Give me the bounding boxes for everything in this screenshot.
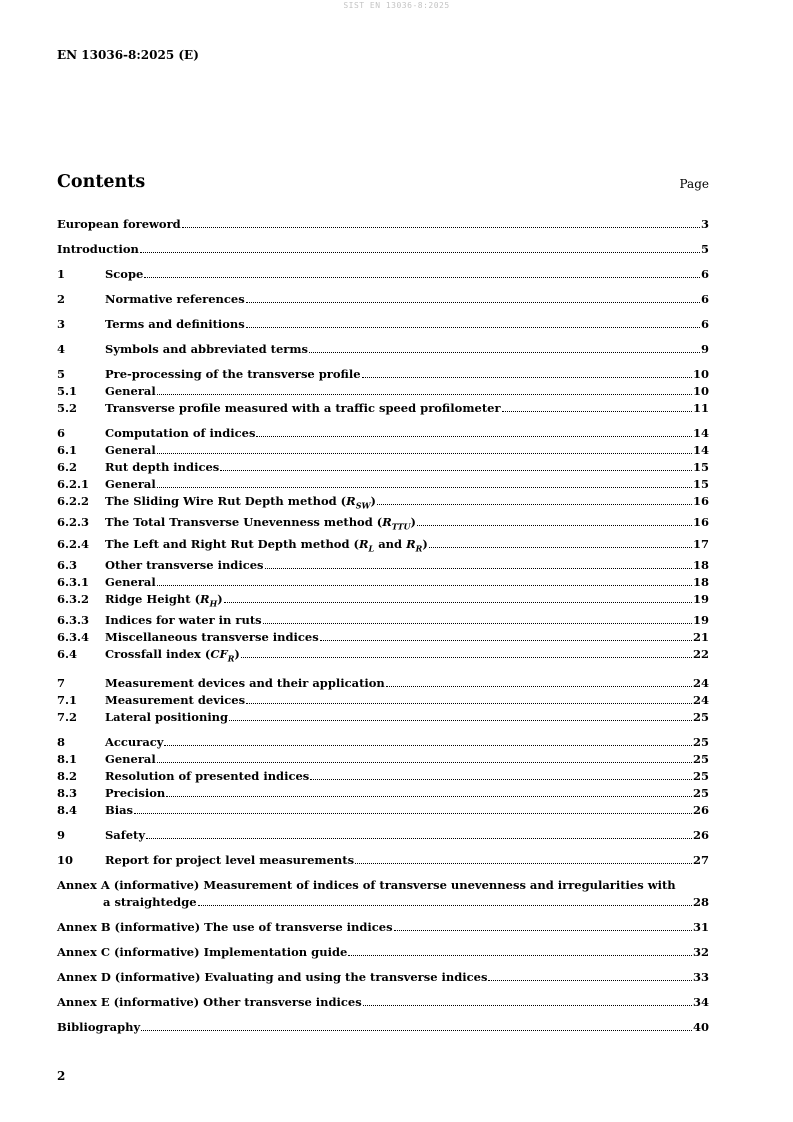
dot-leader [182, 227, 700, 228]
toc-entry-title [105, 291, 245, 308]
toc-entry-number: 7.2 [57, 710, 78, 725]
toc-entry-symbol-subscript: H [209, 598, 218, 609]
toc-entry-symbol-subscript: SW [355, 500, 371, 511]
toc-entry-title: Annex E (informative) Other transverse indices [57, 995, 362, 1010]
toc-entry-page: 24 [692, 693, 709, 708]
toc-entry-number: 1 [57, 267, 66, 281]
toc-annex-title-line: Annex A (informative) Measurement of indices of transverse unevenness and irregularities with [57, 878, 676, 893]
toc-entry-page: 19 [692, 613, 709, 628]
toc-entry-title [105, 751, 156, 768]
page-number: 2 [57, 1069, 66, 1083]
document-id: EN 13036-8:2025 (E) [57, 48, 199, 62]
toc-entry-symbol: R [200, 591, 210, 606]
dot-leader [144, 277, 700, 278]
toc-entry[interactable] [57, 612, 709, 629]
dot-leader [348, 955, 692, 956]
toc-entry-title [105, 709, 228, 726]
toc-entry-number: 6.3.2 [57, 591, 90, 606]
toc-entry-title-text: General [105, 384, 156, 398]
toc-entry-title [105, 646, 240, 667]
toc-entry-title-text: Measurement devices and their application [105, 676, 385, 691]
dot-leader [224, 602, 692, 603]
toc-entry-title [105, 852, 354, 869]
toc-entry[interactable] [57, 852, 709, 869]
dot-leader [157, 585, 692, 586]
toc-entry[interactable] [57, 476, 709, 493]
toc-entry-symbol-subscript: R [415, 542, 423, 553]
dot-leader [157, 394, 692, 395]
toc-entry[interactable] [57, 266, 709, 283]
toc-entry-title [105, 612, 262, 629]
toc-entry-number: 3 [57, 317, 66, 331]
toc-entry-title [105, 493, 376, 514]
toc-entry-page: 25 [692, 735, 709, 750]
dot-leader [265, 568, 692, 569]
dot-leader [134, 813, 692, 814]
toc-entry-page: 14 [692, 426, 709, 440]
dot-leader [355, 863, 692, 864]
toc-entry-title-text: Terms and definitions [105, 317, 245, 331]
toc-entry-number: 6.2.1 [57, 477, 90, 491]
toc-entry-title-text: Bias [105, 803, 134, 818]
toc-entry[interactable] [57, 493, 709, 514]
toc-entry-symbol: R [406, 536, 416, 551]
page-column-label: Page [679, 177, 709, 191]
toc-entry-title-text: Other transverse indices [105, 557, 264, 572]
toc-entry-page: 15 [692, 477, 709, 491]
toc-entry-number: 6.3 [57, 557, 78, 572]
dot-leader [386, 686, 692, 687]
toc-entry-page: 22 [692, 647, 709, 662]
toc-entry-title-text: Normative references [105, 292, 245, 306]
toc-entry-number: 6.2.3 [57, 515, 90, 530]
toc-entry-page: 26 [692, 803, 709, 818]
dot-leader [241, 657, 692, 658]
toc-entry-page: 5 [700, 242, 709, 256]
toc-entry-title-text: Pre-processing of the transverse profile [105, 367, 361, 381]
toc-entry[interactable] [57, 768, 709, 785]
toc-entry-title-text: Rut depth indices [105, 460, 220, 474]
toc-entry-title [105, 802, 133, 819]
toc-entry-title-mid: and [374, 536, 407, 551]
toc-entry-title-text: Measurement devices [105, 693, 246, 708]
toc-entry-number: 5.2 [57, 401, 78, 415]
toc-entry-title [105, 692, 245, 709]
dot-leader [256, 436, 692, 437]
toc-entry[interactable] [57, 919, 709, 936]
toc-entry[interactable] [57, 675, 709, 692]
toc-entry-title [105, 425, 255, 442]
toc-entry-title-text: Transverse profile measured with a traffic speed profilometer [105, 401, 501, 415]
toc-entry-title: Annex B (informative) The use of transverse indices [57, 920, 393, 935]
toc-entry-page: 25 [692, 752, 709, 767]
toc-entry-title-end: ) [234, 647, 240, 662]
toc-entry-title-end: ) [370, 494, 376, 508]
toc-entry-page: 9 [700, 342, 709, 356]
toc-entry[interactable] [57, 591, 709, 612]
dot-leader [263, 623, 692, 624]
toc-entry-number: 8 [57, 735, 66, 750]
toc-entry-title [105, 536, 428, 557]
dot-leader [164, 745, 692, 746]
toc-entry-page: 25 [692, 769, 709, 784]
toc-entry[interactable] [57, 785, 709, 802]
toc-entry-page: 3 [700, 217, 709, 231]
toc-entry-title [105, 383, 156, 400]
toc-entry-number: 6.4 [57, 647, 78, 662]
toc-entry-page: 34 [692, 995, 709, 1010]
dot-leader [198, 905, 692, 906]
toc-entry-title: Annex C (informative) Implementation guide [57, 945, 348, 960]
toc-entry-title-text: Symbols and abbreviated terms [105, 342, 308, 356]
toc-entry[interactable] [57, 383, 709, 400]
toc-entry-symbol-subscript: TTU [391, 521, 411, 532]
dot-leader [488, 980, 692, 981]
toc-entry-title [105, 629, 319, 646]
toc-entry[interactable] [57, 442, 709, 459]
toc-entry[interactable] [57, 514, 709, 535]
toc-entry-symbol: CF [210, 647, 228, 662]
toc-entry-title [105, 768, 309, 785]
toc-entry[interactable] [57, 646, 709, 667]
toc-entry-number: 6.3.3 [57, 613, 90, 628]
toc-entry-page: 24 [692, 676, 709, 691]
toc-entry-title-text: Safety [105, 828, 146, 843]
toc-entry-page: 14 [692, 443, 709, 457]
toc-entry[interactable] [57, 557, 709, 574]
dot-leader [146, 838, 692, 839]
toc-entry-page: 25 [692, 786, 709, 801]
toc-entry-page: 6 [700, 267, 709, 281]
toc-entry[interactable] [57, 216, 709, 233]
toc-entry[interactable] [57, 400, 709, 417]
dot-leader [502, 411, 692, 412]
dot-leader [310, 779, 692, 780]
toc-entry-title-text: The Sliding Wire Rut Depth method ( [105, 494, 347, 508]
toc-entry-title-text: Introduction [57, 242, 139, 256]
toc-entry-page: 21 [692, 630, 709, 645]
dot-leader [394, 930, 692, 931]
dot-leader [220, 470, 692, 471]
toc-entry-title-end: ) [410, 515, 416, 530]
toc-entry-page: 32 [692, 945, 709, 960]
toc-entry-title: Bibliography [57, 1020, 141, 1035]
toc-entry[interactable] [57, 751, 709, 768]
toc-entry-title: Annex D (informative) Evaluating and using the transverse indices [57, 970, 488, 985]
toc-entry-number: 9 [57, 828, 66, 843]
toc-entry[interactable] [57, 536, 709, 557]
toc-entry-title [105, 557, 264, 574]
toc-entry-title-text: Indices for water in ruts [105, 613, 262, 628]
dot-leader [157, 453, 692, 454]
contents-heading: Contents [57, 172, 146, 192]
toc-entry[interactable] [57, 316, 709, 333]
toc-entry-page: 26 [692, 828, 709, 843]
dot-leader [166, 796, 692, 797]
toc-entry[interactable] [57, 802, 709, 819]
toc-entry[interactable] [57, 894, 709, 911]
toc-entry[interactable] [57, 944, 709, 961]
toc-entry-title [105, 442, 156, 459]
toc-entry-title [105, 514, 416, 535]
toc-entry-page: 10 [692, 367, 709, 381]
toc-entry-number: 6.3.4 [57, 630, 90, 645]
toc-entry[interactable] [57, 341, 709, 358]
toc-entry[interactable] [57, 241, 709, 258]
toc-entry-page: 15 [692, 460, 709, 474]
toc-entry-symbol-subscript: R [227, 653, 235, 664]
dot-leader [429, 547, 692, 548]
toc-entry-number: 6 [57, 426, 66, 440]
dot-leader [229, 720, 692, 721]
toc-entry-page: 16 [692, 494, 709, 508]
toc-entry-symbol: R [358, 536, 369, 551]
dot-leader [140, 252, 700, 253]
toc-entry-title [105, 316, 245, 333]
toc-entry[interactable] [57, 459, 709, 476]
dot-leader [246, 327, 700, 328]
toc-entry-page: 25 [692, 710, 709, 725]
toc-entry[interactable] [57, 366, 709, 383]
toc-entry-page: 6 [700, 292, 709, 306]
toc-entry-title-text: Ridge Height ( [105, 591, 201, 606]
toc-entry[interactable] [57, 1019, 709, 1036]
watermark: SIST EN 13036-8:2025 [343, 1, 450, 10]
dot-leader [377, 504, 692, 505]
table-of-contents [57, 216, 709, 1036]
toc-entry-title-text: Miscellaneous transverse indices [105, 630, 319, 645]
toc-entry[interactable] [57, 709, 709, 726]
toc-entry-number: 8.4 [57, 803, 78, 818]
toc-entry-title [105, 366, 361, 383]
dot-leader [362, 377, 692, 378]
toc-entry-title: a straightedge [103, 895, 197, 910]
toc-entry-number: 6.2.2 [57, 494, 90, 508]
toc-entry-title-end: ) [217, 591, 223, 606]
toc-entry-number: 7 [57, 676, 66, 691]
toc-entry[interactable] [57, 969, 709, 986]
toc-entry-title [57, 241, 139, 258]
toc-entry[interactable] [57, 692, 709, 709]
toc-entry-number: 10 [57, 853, 74, 868]
toc-entry[interactable] [57, 574, 709, 591]
toc-entry-title [105, 734, 163, 751]
toc-entry-symbol-subscript: L [368, 542, 375, 553]
toc-entry-title-text: Report for project level measurements [105, 853, 355, 868]
toc-entry-number: 6.2 [57, 460, 78, 474]
toc-entry-title [105, 476, 156, 493]
toc-entry-number: 6.2.4 [57, 536, 90, 551]
toc-entry-page: 16 [692, 515, 709, 530]
toc-entry-page: 27 [692, 853, 709, 868]
toc-entry-title-text: Precision [105, 786, 166, 801]
dot-leader [157, 762, 692, 763]
toc-entry-page: 19 [692, 591, 709, 606]
toc-entry-title-text: General [105, 752, 156, 767]
toc-entry-title-text: General [105, 477, 156, 491]
toc-entry-number: 4 [57, 342, 66, 356]
toc-entry-number: 2 [57, 292, 66, 306]
toc-entry-page: 17 [692, 536, 709, 551]
toc-entry-title-end: ) [422, 536, 428, 551]
dot-leader [157, 487, 692, 488]
toc-entry-title-text: The Total Transverse Unevenness method ( [105, 515, 383, 530]
toc-entry[interactable] [57, 994, 709, 1011]
toc-entry[interactable] [57, 291, 709, 308]
toc-entry-page: 28 [692, 895, 709, 910]
toc-entry-title [105, 341, 308, 358]
dot-leader [309, 352, 700, 353]
toc-entry-number: 6.1 [57, 443, 78, 457]
dot-leader [246, 703, 692, 704]
toc-entry-title-text: General [105, 443, 156, 457]
toc-entry-title-text: Accuracy [105, 735, 164, 750]
toc-entry-title-text: Lateral positioning [105, 710, 229, 725]
toc-entry-title [57, 216, 181, 233]
toc-entry-number: 5 [57, 367, 66, 381]
toc-entry-page: 40 [692, 1020, 709, 1035]
toc-entry-title [105, 459, 219, 476]
toc-entry-title-text: Computation of indices [105, 426, 256, 440]
toc-entry-page: 10 [692, 384, 709, 398]
toc-entry[interactable] [57, 734, 709, 751]
toc-entry-number: 8.2 [57, 769, 78, 784]
toc-entry-title [105, 827, 145, 844]
toc-entry-symbol: R [346, 494, 356, 508]
toc-entry[interactable] [57, 629, 709, 646]
dot-leader [363, 1005, 692, 1006]
toc-entry-title-text: General [105, 574, 156, 589]
dot-leader [320, 640, 692, 641]
toc-entry-title-text: Crossfall index ( [105, 647, 211, 662]
toc-entry-title [105, 574, 156, 591]
dot-leader [246, 302, 700, 303]
toc-entry-page: 31 [692, 920, 709, 935]
toc-entry-title-text: The Left and Right Rut Depth method ( [105, 536, 359, 551]
toc-entry-title [105, 400, 501, 417]
toc-entry-title-text: European foreword [57, 217, 181, 231]
toc-entry-title [105, 675, 385, 692]
dot-leader [141, 1030, 692, 1031]
toc-entry-number: 6.3.1 [57, 574, 90, 589]
toc-entry-title [105, 266, 143, 283]
toc-entry-number: 5.1 [57, 384, 78, 398]
toc-entry-page: 18 [692, 574, 709, 589]
toc-entry-symbol: R [382, 515, 392, 530]
toc-entry-page: 33 [692, 970, 709, 985]
dot-leader [417, 525, 692, 526]
toc-entry-number: 8.1 [57, 752, 78, 767]
toc-entry-page: 18 [692, 557, 709, 572]
toc-entry-title-text: Resolution of presented indices [105, 769, 310, 784]
toc-entry-page: 6 [700, 317, 709, 331]
toc-entry[interactable] [57, 827, 709, 844]
toc-entry-title-text: Scope [105, 267, 144, 281]
toc-entry-number: 8.3 [57, 786, 78, 801]
toc-entry-number: 7.1 [57, 693, 78, 708]
toc-entry[interactable] [57, 425, 709, 442]
toc-entry-title [105, 591, 223, 612]
toc-entry-title [105, 785, 165, 802]
toc-entry-page: 11 [692, 401, 709, 415]
